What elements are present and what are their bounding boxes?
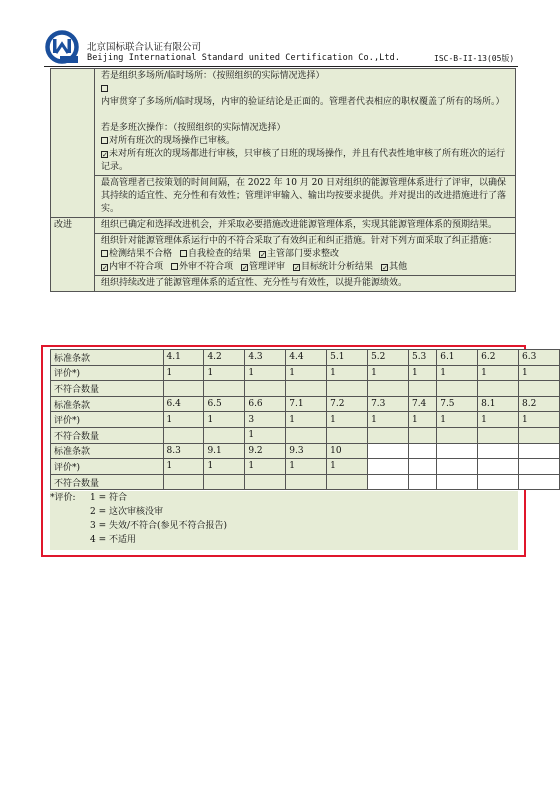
company-logo — [44, 30, 80, 64]
blank-label-cell — [51, 69, 95, 218]
rating-cell: 1 — [163, 365, 204, 381]
rating-cell: 1 — [286, 412, 327, 428]
option-label: 目标统计分析结果 — [301, 262, 374, 272]
rating-cell: 3 — [245, 412, 286, 428]
multi-site-heading: 若是组织多场所/临时场所：（按照组织的实际情况选择） — [101, 71, 325, 81]
clause-cell: 7.5 — [437, 396, 478, 412]
rating-row — [51, 459, 560, 475]
row-label: 评价*) — [51, 412, 164, 428]
clause-cell: 8.3 — [163, 443, 204, 459]
rating-cell: 1 — [368, 365, 409, 381]
row-label: 标准条款 — [51, 396, 164, 412]
rating-row — [51, 412, 560, 428]
clause-cell — [519, 443, 560, 459]
clause-cell — [408, 443, 436, 459]
option-label: 外审不符合项 — [179, 262, 234, 272]
clause-cell: 6.1 — [437, 350, 478, 366]
rating-cell: 1 — [368, 412, 409, 428]
nonconformity-cell — [478, 427, 519, 443]
nonconformity-cell — [286, 427, 327, 443]
option-label: 内审不符合项 — [109, 262, 164, 272]
org-name-en: Beijing International Standard united Certification Co.,Ltd. — [87, 53, 401, 63]
clause-cell: 7.2 — [327, 396, 368, 412]
clause-row — [51, 443, 560, 459]
rating-cell: 1 — [286, 459, 327, 475]
rating-cell — [478, 459, 519, 475]
org-name-cn: 北京国标联合认证有限公司 — [87, 42, 202, 53]
nonconformity-cell — [204, 381, 245, 397]
clause-cell: 6.2 — [478, 350, 519, 366]
clause-cell: 7.3 — [368, 396, 409, 412]
clause-cell: 5.1 — [327, 350, 368, 366]
option-label: 管理评审 — [249, 262, 286, 272]
checkbox-management-review[interactable] — [241, 264, 248, 271]
nonconformity-cell — [408, 474, 436, 490]
multi-site-section — [95, 69, 516, 176]
rating-cell: 1 — [245, 459, 286, 475]
clause-cell: 7.4 — [408, 396, 436, 412]
rating-cell — [519, 459, 560, 475]
nonconformity-cell — [437, 474, 478, 490]
rating-cell: 1 — [519, 365, 560, 381]
rating-cell: 1 — [327, 412, 368, 428]
clause-cell: 9.3 — [286, 443, 327, 459]
rating-cell: 1 — [437, 412, 478, 428]
clause-cell: 5.2 — [368, 350, 409, 366]
nonconformity-cell — [478, 474, 519, 490]
improvement-label: 改进 — [51, 218, 95, 292]
nonconformity-cell — [245, 381, 286, 397]
row-label: 评价*) — [51, 365, 164, 381]
legend-item: 4 = 不适用 — [90, 535, 136, 545]
nonconformity-cell — [478, 381, 519, 397]
rating-cell: 1 — [327, 459, 368, 475]
nonconformity-cell — [163, 381, 204, 397]
rating-cell: 1 — [478, 365, 519, 381]
rating-cell: 1 — [286, 365, 327, 381]
checkbox-all-shifts[interactable] — [101, 137, 108, 144]
clause-cell: 4.2 — [204, 350, 245, 366]
clause-row — [51, 396, 560, 412]
rating-cell: 1 — [204, 459, 245, 475]
option-label: 检测结果不合格 — [109, 249, 173, 259]
clause-cell: 4.4 — [286, 350, 327, 366]
nonconformity-cell — [368, 474, 409, 490]
corrective-action-intro: 组织针对能源管理体系运行中的不符合采取了有效纠正和纠正措施。针对下列方面采取了纠正措施： — [101, 236, 498, 246]
clause-cell: 4.1 — [163, 350, 204, 366]
nonconformity-cell — [519, 427, 560, 443]
checkbox-test-results[interactable] — [101, 250, 108, 257]
checkbox-self-check[interactable] — [180, 250, 187, 257]
checkbox-target-analysis[interactable] — [293, 264, 300, 271]
clause-cell: 5.3 — [408, 350, 436, 366]
header-rule — [44, 66, 518, 67]
nonconformity-cell — [437, 381, 478, 397]
nonconformity-cell — [327, 474, 368, 490]
nonconformity-cell: 1 — [245, 427, 286, 443]
nonconformity-cell — [519, 381, 560, 397]
nonconformity-cell — [368, 381, 409, 397]
nonconformity-cell — [286, 474, 327, 490]
nonconformity-cell — [437, 427, 478, 443]
option-label: 其他 — [389, 262, 408, 272]
management-review-statement: 最高管理者已按策划的时间间隔，在 2022 年 10 月 20 日对组织的能源管理体系进行了评审，以确保其持续的适宜性、充分性和有效性；管理评审输入、输出均按要求提供。并对提出的改进措施进行了落实。 — [95, 176, 516, 218]
day-shift-statement: 未对所有班次的现场都进行审核，只审核了日班的现场操作，并且有代表性地审核了所有班次的运行记录。 — [101, 149, 506, 172]
nonconformity-cell — [327, 381, 368, 397]
nonconformity-cell — [163, 427, 204, 443]
legend-item: 3 = 失效/不符合(参见不符合报告) — [90, 521, 228, 531]
clause-cell: 8.2 — [519, 396, 560, 412]
legend-item: 1 = 符合 — [90, 493, 127, 503]
nonconformity-cell — [163, 474, 204, 490]
rating-legend — [50, 491, 518, 550]
nonconformity-row — [51, 427, 560, 443]
clause-cell: 8.1 — [478, 396, 519, 412]
rating-cell: 1 — [478, 412, 519, 428]
option-label: 自我检查的结果 — [188, 249, 252, 259]
rating-cell: 1 — [408, 365, 436, 381]
rating-row — [51, 365, 560, 381]
nonconformity-cell — [368, 427, 409, 443]
clause-evaluation-table — [50, 349, 560, 490]
row-label: 不符合数量 — [51, 427, 164, 443]
rating-cell: 1 — [327, 365, 368, 381]
clause-cell: 6.3 — [519, 350, 560, 366]
nonconformity-row — [51, 381, 560, 397]
nonconformity-cell — [408, 381, 436, 397]
nonconformity-cell — [204, 474, 245, 490]
clause-cell: 4.3 — [245, 350, 286, 366]
clause-cell: 6.6 — [245, 396, 286, 412]
rating-cell: 1 — [437, 365, 478, 381]
row-label: 标准条款 — [51, 350, 164, 366]
clause-cell — [437, 443, 478, 459]
clause-cell — [478, 443, 519, 459]
nonconformity-cell — [204, 427, 245, 443]
nonconformity-cell — [286, 381, 327, 397]
multi-shift-heading: 若是多班次操作：（按照组织的实际情况选择） — [101, 123, 286, 133]
nonconformity-cell — [519, 474, 560, 490]
clause-cell: 10 — [327, 443, 368, 459]
rating-cell: 1 — [408, 412, 436, 428]
rating-cell — [408, 459, 436, 475]
rating-cell: 1 — [204, 412, 245, 428]
clause-cell: 6.4 — [163, 396, 204, 412]
checkbox-external-audit[interactable] — [171, 263, 178, 270]
nonconformity-cell — [408, 427, 436, 443]
clause-cell: 9.1 — [204, 443, 245, 459]
row-label: 不符合数量 — [51, 474, 164, 490]
rating-cell — [368, 459, 409, 475]
nonconformity-row — [51, 474, 560, 490]
improvement-statement: 组织已确定和选择改进机会，并采取必要措施改进能源管理体系，实现其能源管理体系的预期结果。 — [95, 218, 516, 234]
legend-item: 2 = 这次审核没审 — [90, 507, 163, 517]
nonconformity-cell — [245, 474, 286, 490]
corrective-action-section — [95, 234, 516, 276]
continual-improvement-statement: 组织持续改进了能源管理体系的适宜性、充分性与有效性，以提升能源绩效。 — [95, 276, 516, 292]
checkbox-internal-audit[interactable] — [101, 264, 108, 271]
nonconformity-cell — [327, 427, 368, 443]
row-label: 标准条款 — [51, 443, 164, 459]
rating-cell: 1 — [163, 412, 204, 428]
rating-cell: 1 — [519, 412, 560, 428]
rating-cell — [437, 459, 478, 475]
checkbox-multi-site[interactable] — [101, 85, 108, 92]
document-code: ISC-B-II-13(05版) — [434, 54, 515, 63]
legend-key: *评价: — [50, 493, 76, 503]
clause-cell: 9.2 — [245, 443, 286, 459]
multi-site-statement: 内审贯穿了多场所/临时现场，内审的验证结论是正面的。管理者代表相应的职权覆盖了所有的场所。） — [101, 97, 505, 107]
checkbox-other[interactable] — [381, 264, 388, 271]
audit-findings-table — [50, 68, 516, 292]
rating-cell: 1 — [204, 365, 245, 381]
rating-cell: 1 — [163, 459, 204, 475]
clause-cell — [368, 443, 409, 459]
row-label: 评价*) — [51, 459, 164, 475]
clause-cell: 7.1 — [286, 396, 327, 412]
option-label: 主管部门要求整改 — [267, 249, 340, 259]
rating-cell: 1 — [245, 365, 286, 381]
clause-cell: 6.5 — [204, 396, 245, 412]
clause-row — [51, 350, 560, 366]
checkbox-day-shift-only[interactable] — [101, 151, 108, 158]
checkbox-authority-request[interactable] — [259, 251, 266, 258]
all-shifts-statement: 对所有班次的现场操作已审核。 — [109, 136, 236, 146]
row-label: 不符合数量 — [51, 381, 164, 397]
